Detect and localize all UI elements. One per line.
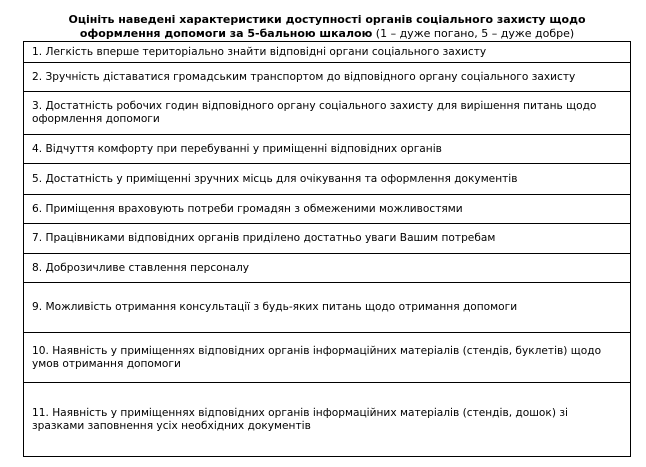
survey-item-11 xyxy=(24,383,631,457)
survey-item-label: 4. Відчуття комфорту при перебуванні у приміщенні відповідних органів xyxy=(32,142,442,155)
survey-item-6 xyxy=(24,195,631,224)
table-header-row xyxy=(24,9,631,42)
table-row xyxy=(24,383,631,457)
survey-item-2 xyxy=(24,63,631,92)
survey-item-label: 7. Працівниками відповідних органів приділено достатньо уваги Вашим потребам xyxy=(32,232,496,244)
survey-item-7 xyxy=(24,224,631,254)
survey-question-header xyxy=(24,9,631,42)
survey-item-label: 2. Зручність діставатися громадським транспортом до відповідного органу соціального захисту xyxy=(32,70,576,83)
table-row xyxy=(24,254,631,283)
table-row xyxy=(24,195,631,224)
table-row xyxy=(24,63,631,92)
survey-item-9 xyxy=(24,283,631,333)
survey-item-label: 11. Наявність у приміщеннях відповідних органів інформаційних матеріалів (стендів, дошок) зі зразками заповнення усіх необхідних документів xyxy=(32,406,568,432)
survey-item-label: 3. Достатність робочих годин відповідного органу соціального захисту для вирішення питань щодо оформлення допомоги xyxy=(32,100,597,125)
table-row xyxy=(24,42,631,63)
survey-item-label: 9. Можливість отримання консультації з будь-яких питань щодо отримання допомоги xyxy=(32,301,518,313)
table-row xyxy=(24,333,631,383)
survey-table xyxy=(23,8,631,457)
survey-item-1 xyxy=(24,42,631,63)
survey-item-4 xyxy=(24,135,631,164)
survey-item-8 xyxy=(24,254,631,283)
table-row xyxy=(24,164,631,195)
survey-item-3 xyxy=(24,92,631,135)
survey-item-5 xyxy=(24,164,631,195)
survey-item-label: 5. Достатність у приміщенні зручних місць для очікування та оформлення документів xyxy=(32,172,518,185)
survey-scale-note: (1 – дуже погано, 5 – дуже добре) xyxy=(375,26,575,40)
survey-item-label: 10. Наявність у приміщеннях відповідних органів інформаційних матеріалів (стендів, буклетів) щодо умов отримання допомоги xyxy=(32,344,602,370)
survey-item-10 xyxy=(24,333,631,383)
survey-item-label: 8. Доброзичливе ставлення персоналу xyxy=(32,261,250,274)
survey-item-label: 1. Легкість вперше територіально знайти відповідні органи соціального захисту xyxy=(32,45,487,58)
survey-item-label: 6. Приміщення враховують потреби громадян з обмеженими можливостями xyxy=(32,202,463,215)
survey-question-title: Оцініть наведені характеристики доступності органів соціального захисту щодо оформлення допомоги за 5-бальною шкалою xyxy=(68,13,586,40)
table-row xyxy=(24,224,631,254)
table-row xyxy=(24,135,631,164)
table-row xyxy=(24,92,631,135)
table-row xyxy=(24,283,631,333)
